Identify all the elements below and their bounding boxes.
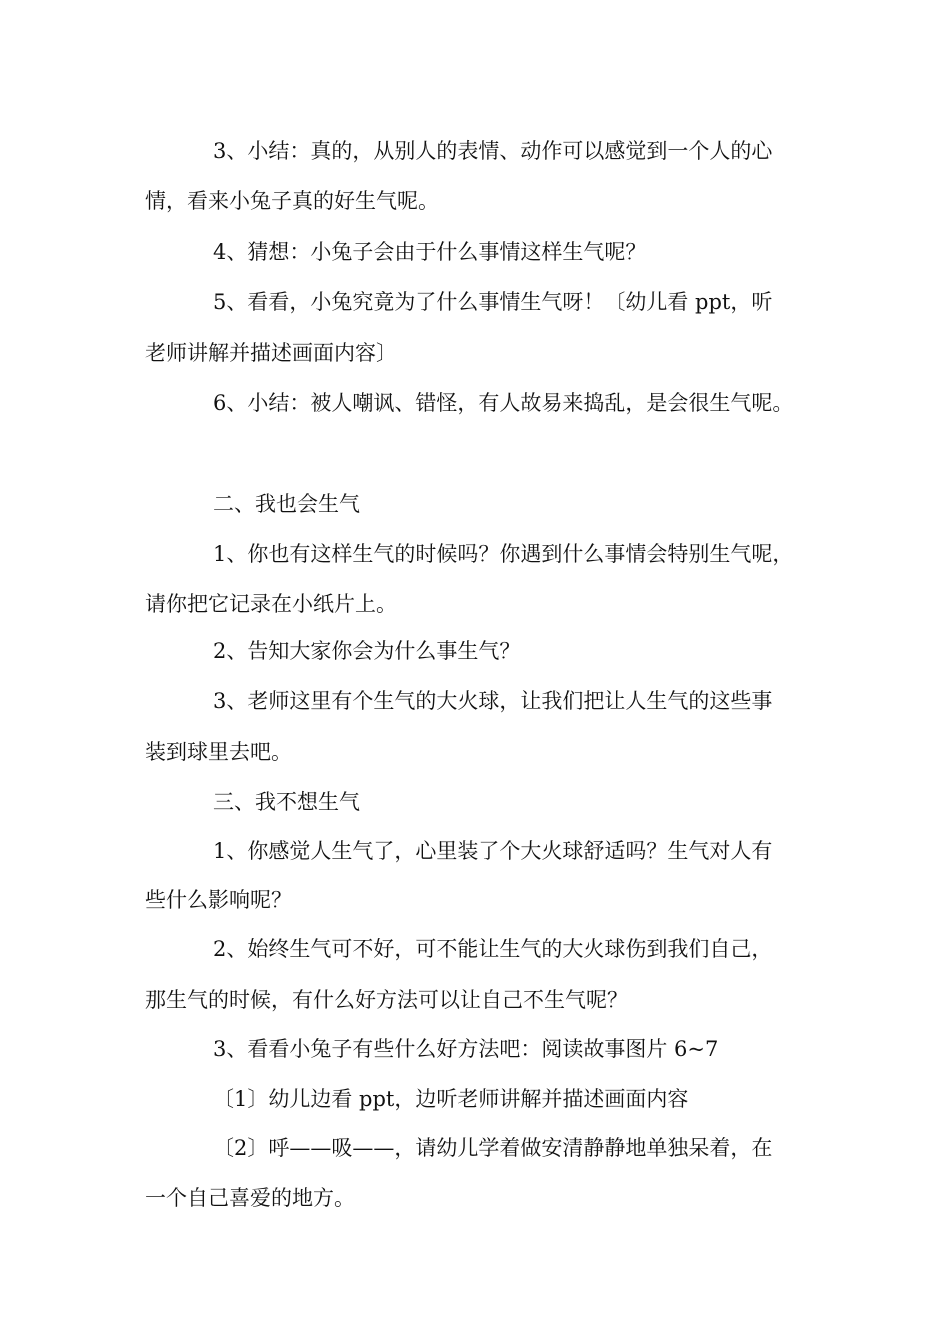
text-line: 些什么影响呢？ <box>145 888 292 912</box>
text-line: 5、看看，小兔究竟为了什么事情生气呀！〔幼儿看 ppt，听 <box>213 290 773 314</box>
text-line: 1、你感觉人生气了，心里装了个大火球舒适吗？生气对人有 <box>213 839 773 863</box>
text-line: 2、告知大家你会为什么事生气？ <box>213 639 521 663</box>
text-line: 〔1〕幼儿边看 ppt，边听老师讲解并描述画面内容 <box>213 1087 689 1111</box>
text-line: 3、看看小兔子有些什么好方法吧：阅读故事图片 6~7 <box>213 1037 719 1061</box>
text-line: 那生气的时候，有什么好方法可以让自己不生气呢？ <box>145 988 628 1012</box>
text-line: 请你把它记录在小纸片上。 <box>145 592 397 616</box>
text-line: 3、小结：真的，从别人的表情、动作可以感觉到一个人的心 <box>213 139 773 163</box>
section-heading: 三、我不想生气 <box>213 790 360 814</box>
text-line: 6、小结：被人嘲讽、错怪，有人故易来捣乱，是会很生气呢。 <box>213 391 794 415</box>
text-line: 1、你也有这样生气的时候吗？你遇到什么事情会特别生气呢， <box>213 542 794 566</box>
text-line: 〔2〕呼——吸——，请幼儿学着做安清静静地单独呆着，在 <box>213 1136 773 1160</box>
text-line: 2、始终生气可不好，可不能让生气的大火球伤到我们自己， <box>213 937 773 961</box>
text-line: 一个自己喜爱的地方。 <box>145 1186 355 1210</box>
text-line: 老师讲解并描述画面内容〕 <box>145 341 397 365</box>
text-line: 4、猜想：小兔子会由于什么事情这样生气呢？ <box>213 240 647 264</box>
text-line: 3、老师这里有个生气的大火球，让我们把让人生气的这些事 <box>213 689 773 713</box>
text-line: 情，看来小兔子真的好生气呢。 <box>145 189 439 213</box>
text-line: 装到球里去吧。 <box>145 740 292 764</box>
section-heading: 二、我也会生气 <box>213 492 360 516</box>
